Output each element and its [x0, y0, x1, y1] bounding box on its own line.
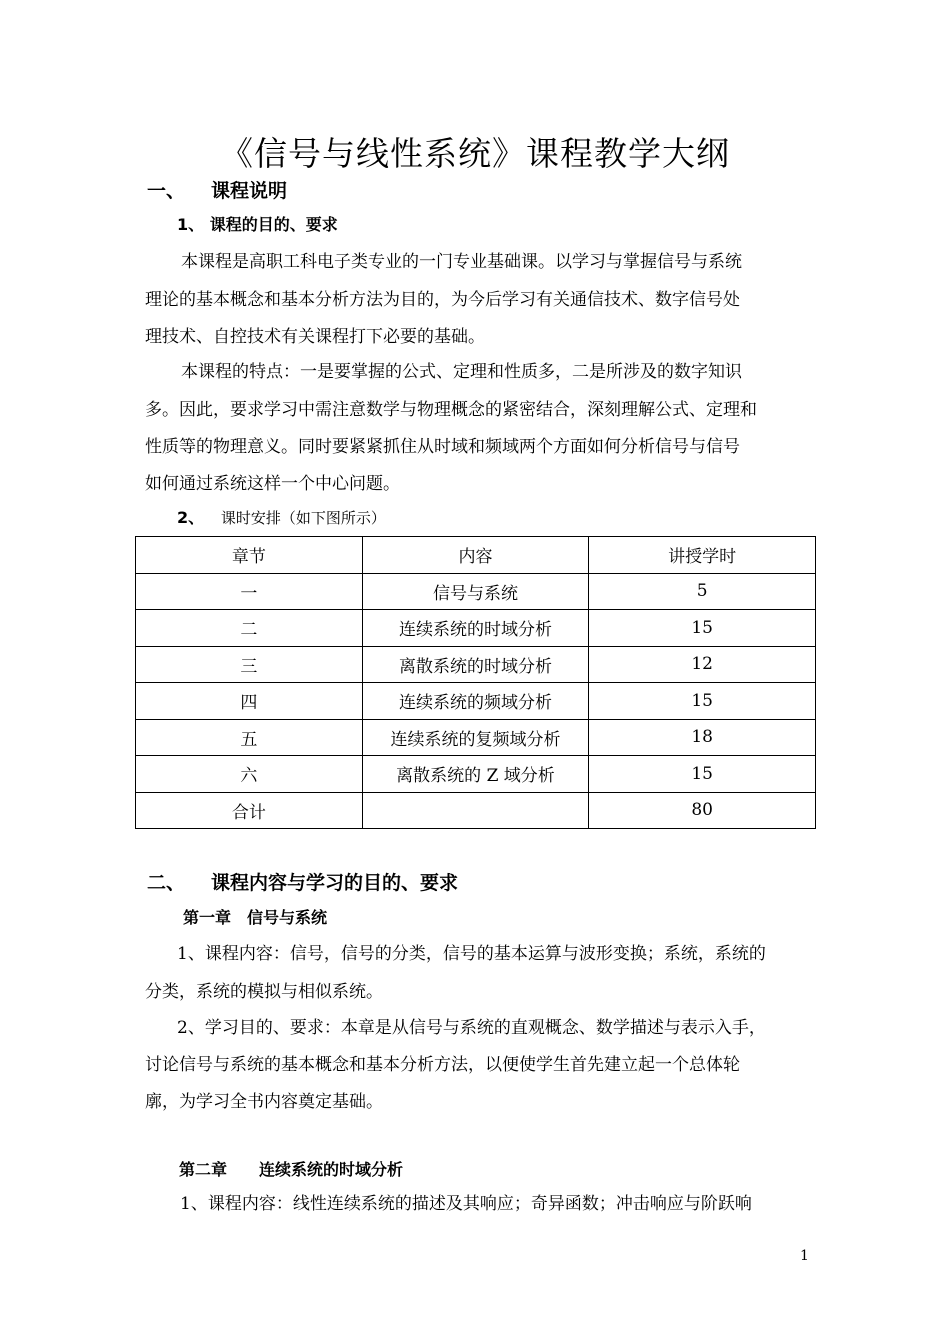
paragraph-line: 2、学习目的、要求：本章是从信号与系统的直观概念、数学描述与表示入手， — [177, 1018, 766, 1038]
hours-cell: 18 — [589, 719, 816, 756]
table-row — [136, 646, 816, 683]
section-heading-course-content — [147, 868, 458, 895]
table-row — [136, 610, 816, 647]
paragraph-line: 性质等的物理意义。同时要紧紧抓住从时域和频域两个方面如何分析信号与信号 — [145, 437, 740, 457]
chapter-cell: 合计 — [136, 792, 363, 829]
paragraph-line: 廓，为学习全书内容奠定基础。 — [145, 1092, 383, 1112]
subsection-heading-purpose: 1、 课程的目的、要求 — [177, 215, 338, 234]
table-row — [136, 683, 816, 720]
paragraph-line: 理技术、自控技术有关课程打下必要的基础。 — [145, 327, 485, 347]
table-row — [136, 756, 816, 793]
chapter-cell: 五 — [136, 719, 363, 756]
subsection-heading-schedule — [177, 505, 386, 528]
chapter-cell: 三 — [136, 646, 363, 683]
hours-cell: 15 — [589, 683, 816, 720]
chapter-cell: 一 — [136, 573, 363, 610]
paragraph-line: 1、课程内容：线性连续系统的描述及其响应；奇异函数；冲击响应与阶跃响 — [180, 1194, 752, 1214]
table-row — [136, 573, 816, 610]
content-cell: 离散系统的 Z 域分析 — [362, 756, 589, 793]
content-cell: 连续系统的频域分析 — [362, 683, 589, 720]
hours-cell: 15 — [589, 610, 816, 647]
table-row — [136, 719, 816, 756]
paragraph-line: 理论的基本概念和基本分析方法为目的，为今后学习有关通信技术、数字信号处 — [145, 290, 740, 310]
content-cell: 离散系统的时域分析 — [362, 646, 589, 683]
table-row-total — [136, 792, 816, 829]
hours-cell: 15 — [589, 756, 816, 793]
hours-cell: 12 — [589, 646, 816, 683]
subsection-title: 课时安排（如下图所示） — [220, 509, 386, 527]
chapter-cell: 六 — [136, 756, 363, 793]
section-number: 一、 — [147, 180, 186, 202]
section-title: 课程内容与学习的目的、要求 — [211, 872, 459, 894]
header-cell-hours: 讲授学时 — [589, 537, 816, 574]
hours-cell: 5 — [589, 573, 816, 610]
section-title: 课程说明 — [211, 180, 288, 202]
section-heading-course-description — [147, 176, 287, 203]
paragraph-line: 分类，系统的模拟与相似系统。 — [145, 982, 383, 1002]
content-cell — [362, 792, 589, 829]
content-cell: 信号与系统 — [362, 573, 589, 610]
paragraph-line: 如何通过系统这样一个中心问题。 — [145, 474, 400, 494]
table-header-row — [136, 537, 816, 574]
chapter-heading-2: 第二章 连续系统的时域分析 — [179, 1160, 404, 1179]
chapter-cell: 二 — [136, 610, 363, 647]
document-title: 《信号与线性系统》课程教学大纲 — [220, 134, 730, 173]
header-cell-chapter: 章节 — [136, 537, 363, 574]
section-number: 二、 — [147, 872, 186, 894]
paragraph-line: 多。因此，要求学习中需注意数学与物理概念的紧密结合，深刻理解公式、定理和 — [145, 400, 757, 420]
header-cell-content: 内容 — [362, 537, 589, 574]
chapter-cell: 四 — [136, 683, 363, 720]
schedule-table — [135, 536, 816, 829]
hours-cell: 80 — [589, 792, 816, 829]
paragraph-line: 讨论信号与系统的基本概念和基本分析方法，以便使学生首先建立起一个总体轮 — [145, 1055, 740, 1075]
content-cell: 连续系统的时域分析 — [362, 610, 589, 647]
paragraph-line: 本课程的特点：一是要掌握的公式、定理和性质多，二是所涉及的数字知识 — [181, 362, 742, 382]
content-cell: 连续系统的复频域分析 — [362, 719, 589, 756]
page-number: 1 — [800, 1248, 809, 1264]
paragraph-line: 1、课程内容：信号，信号的分类，信号的基本运算与波形变换；系统，系统的 — [177, 944, 766, 964]
chapter-heading-1: 第一章 信号与系统 — [183, 908, 328, 927]
subsection-number: 2、 — [177, 508, 205, 527]
paragraph-line: 本课程是高职工科电子类专业的一门专业基础课。以学习与掌握信号与系统 — [181, 252, 742, 272]
